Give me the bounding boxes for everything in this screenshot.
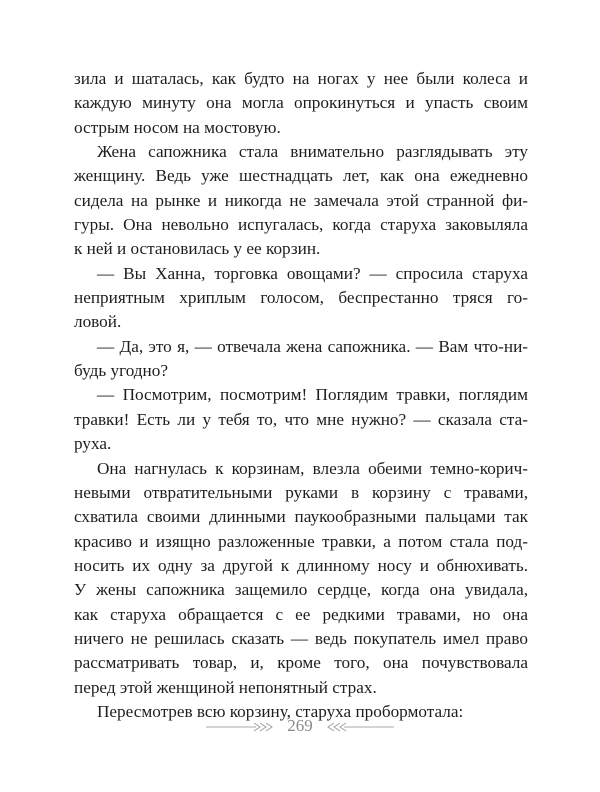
left-ornament-icon [196, 722, 280, 732]
text-line: как старуха обращается с ее редкими травами, но она [74, 604, 528, 624]
text-line: невыми отвратительными руками в корзину с травами, [74, 482, 528, 502]
text-line: рассматривать товар, и, кроме того, она почувствовала [74, 653, 528, 673]
text-line: носить их одну за другой к длинному носу и обнюхивать. [74, 555, 528, 575]
text-line: У жены сапожника защемило сердце, когда она увидала, [74, 580, 528, 600]
text-line: — Да, это я, — отвечала жена сапожника. — Вам что-ни- [97, 336, 528, 356]
text-line: схватила своими длинными паукообразными пальцами так [74, 507, 528, 527]
text-line: к ней и остановилась у ее корзин. [74, 239, 321, 259]
text-line: красиво и изящно разложенные травки, а потом стала под- [74, 531, 528, 551]
text-line: женщину. Ведь уже шестнадцать лет, как она ежедневно [74, 166, 528, 186]
text-line: Пересмотрев всю корзину, старуха пробормотала: [97, 701, 464, 721]
text-line: неприятным хриплым голосом, беспрестанно тряся го- [74, 288, 528, 308]
page-number: 269 [287, 716, 313, 735]
text-line: травки! Есть ли у тебя то, что мне нужно? — сказала ста- [74, 409, 528, 429]
text-line: будь угодно? [74, 361, 168, 381]
text-line: руха. [74, 434, 112, 454]
text-line: зила и шаталась, как будто на ногах у нее были колеса и [74, 69, 528, 88]
text-line: ловой. [74, 312, 122, 332]
page-footer [0, 716, 600, 736]
text-line: каждую минуту она могла опрокинуться и упасть своим [74, 93, 528, 113]
text-line: сидела на рынке и никогда не замечала этой странной фи- [74, 190, 528, 210]
text-line: Жена сапожника стала внимательно разглядывать эту [97, 142, 528, 162]
text-line: гуры. Она невольно испугалась, когда старуха заковыляла [74, 215, 528, 235]
text-line: — Посмотрим, посмотрим! Поглядим травки, поглядим [97, 385, 528, 405]
text-line: Она нагнулась к корзинам, влезла обеими темно-корич- [97, 458, 528, 478]
text-line: — Вы Ханна, торговка овощами? — спросила старуха [97, 263, 528, 283]
body-text [74, 67, 528, 724]
text-line: острым носом на мостовую. [74, 117, 281, 137]
text-line: перед этой женщиной непонятный страх. [74, 677, 377, 697]
text-line: ничего не решилась сказать — ведь покупатель имел право [74, 628, 528, 648]
right-ornament-icon [320, 722, 404, 732]
